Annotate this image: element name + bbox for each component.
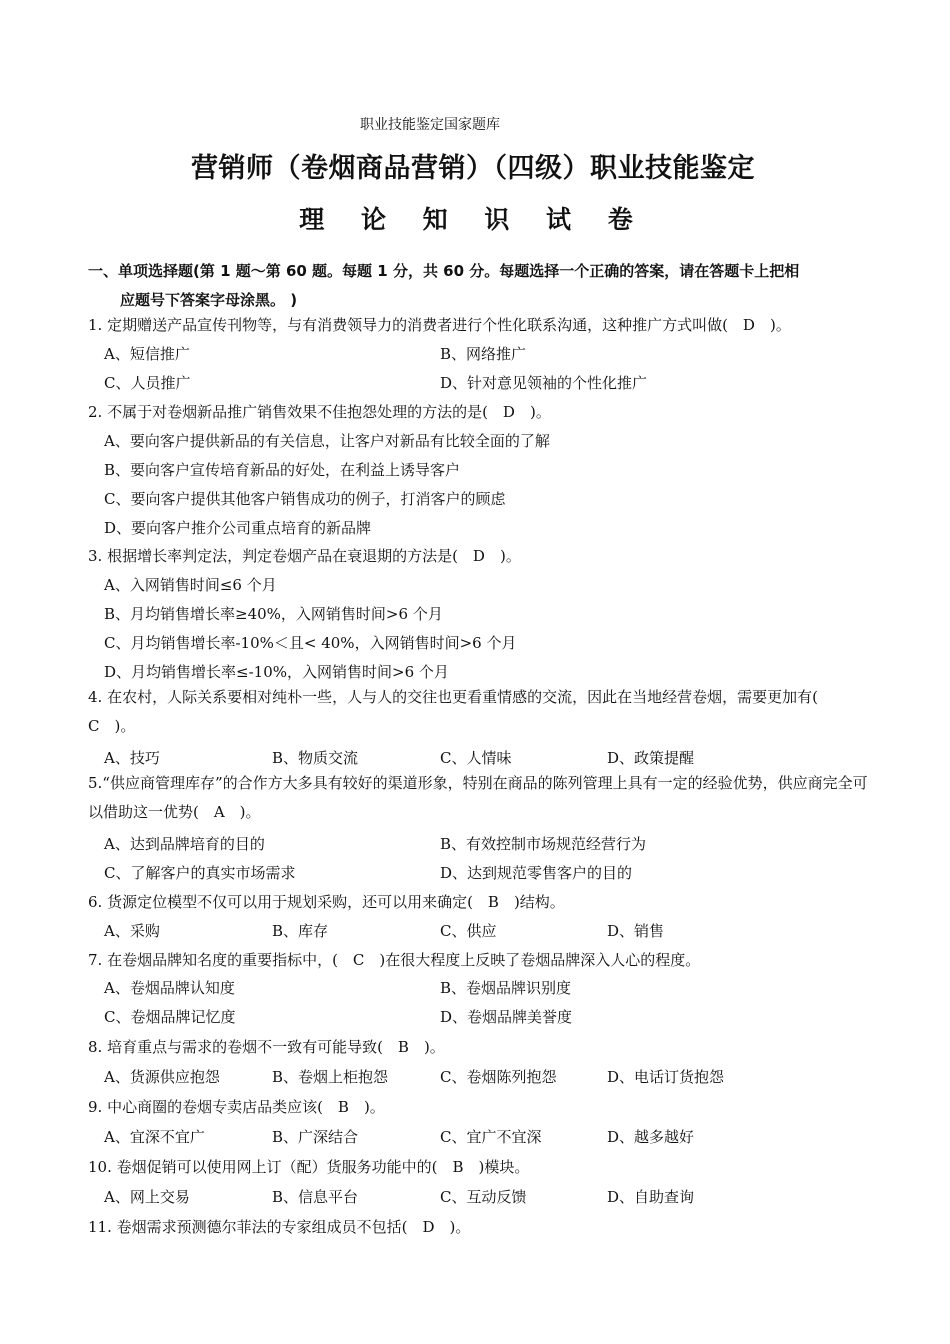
q7-option-a: A、卷烟品牌认知度 <box>104 979 235 997</box>
q3-option-a: A、入网销售时间≤6 个月 <box>104 576 277 594</box>
q6-option-a: A、采购 <box>104 922 160 940</box>
question-bank-label: 职业技能鉴定国家题库 <box>360 117 500 133</box>
question-5: 5.“供应商管理库存”的合作方大多具有较好的渠道形象，特别在商品的陈列管理上具有一定的经验优势，供应商完全可以借助这一优势( A )。 <box>88 774 868 821</box>
exam-subtitle: 理 论 知 识 试 卷 <box>299 205 647 234</box>
question-1: 1. 定期赠送产品宣传刊物等，与有消费领导力的消费者进行个性化联系沟通，这种推广方式叫做( D )。 <box>88 316 791 334</box>
q4-option-b: B、物质交流 <box>272 749 359 767</box>
exam-title: 营销师（卷烟商品营销）（四级）职业技能鉴定 <box>191 153 755 184</box>
q9-option-a: A、宜深不宜广 <box>104 1128 205 1146</box>
q10-option-b: B、信息平台 <box>272 1188 359 1206</box>
q2-option-c: C、要向客户提供其他客户销售成功的例子，打消客户的顾虑 <box>104 490 506 508</box>
question-8: 8. 培育重点与需求的卷烟不一致有可能导致( B )。 <box>88 1038 445 1056</box>
q1-option-c: C、人员推广 <box>104 374 191 392</box>
question-9: 9. 中心商圈的卷烟专卖店品类应该( B )。 <box>88 1098 385 1116</box>
q4-option-a: A、技巧 <box>104 749 160 767</box>
q3-option-d: D、月均销售增长率≤-10%，入网销售时间>6 个月 <box>104 663 449 681</box>
q10-option-d: D、自助查询 <box>607 1188 695 1206</box>
question-2: 2. 不属于对卷烟新品推广销售效果不佳抱怨处理的方法的是( D )。 <box>88 403 551 421</box>
section-instructions <box>88 257 868 315</box>
q1-option-a: A、短信推广 <box>104 345 190 363</box>
q9-option-c: C、宜广不宜深 <box>440 1128 542 1146</box>
q2-option-b: B、要向客户宣传培育新品的好处，在利益上诱导客户 <box>104 461 461 479</box>
q1-option-b: B、网络推广 <box>440 345 527 363</box>
q7-option-d: D、卷烟品牌美誉度 <box>440 1008 573 1026</box>
q9-option-b: B、广深结合 <box>272 1128 359 1146</box>
q5-option-b: B、有效控制市场规范经营行为 <box>440 835 647 853</box>
q10-option-a: A、网上交易 <box>104 1188 190 1206</box>
q4-option-d: D、政策提醒 <box>607 749 695 767</box>
section-line-2: 应题号下答案字母涂黑。 ) <box>120 291 298 309</box>
question-10: 10. 卷烟促销可以使用网上订（配）货服务功能中的( B )模块。 <box>88 1158 530 1176</box>
q6-option-c: C、供应 <box>440 922 497 940</box>
q8-option-b: B、卷烟上柜抱怨 <box>272 1068 389 1086</box>
question-7: 7. 在卷烟品牌知名度的重要指标中，( C )在很大程度上反映了卷烟品牌深入人心的程度。 <box>88 951 701 969</box>
question-6: 6. 货源定位模型不仅可以用于规划采购，还可以用来确定( B )结构。 <box>88 893 565 911</box>
q1-option-d: D、针对意见领袖的个性化推广 <box>440 374 648 392</box>
q3-option-c: C、月均销售增长率-10%＜且< 40%，入网销售时间>6 个月 <box>104 634 517 652</box>
q8-option-c: C、卷烟陈列抱怨 <box>440 1068 557 1086</box>
q6-option-d: D、销售 <box>607 922 665 940</box>
q6-option-b: B、库存 <box>272 922 329 940</box>
question-3: 3. 根据增长率判定法，判定卷烟产品在衰退期的方法是( D )。 <box>88 547 521 565</box>
q4-option-c: C、人情味 <box>440 749 512 767</box>
section-line-1: 一、单项选择题(第 1 题～第 60 题。每题 1 分，共 60 分。每题选择一个正确的答案，请在答题卡上把相 <box>88 262 800 280</box>
q9-option-d: D、越多越好 <box>607 1128 695 1146</box>
q5-option-a: A、达到品牌培育的目的 <box>104 835 265 853</box>
q7-option-b: B、卷烟品牌识别度 <box>440 979 572 997</box>
q10-option-c: C、互动反馈 <box>440 1188 527 1206</box>
q8-option-d: D、电话订货抱怨 <box>607 1068 725 1086</box>
q2-option-a: A、要向客户提供新品的有关信息，让客户对新品有比较全面的了解 <box>104 432 550 450</box>
q8-option-a: A、货源供应抱怨 <box>104 1068 220 1086</box>
q2-option-d: D、要向客户推介公司重点培育的新品牌 <box>104 519 372 537</box>
q3-option-b: B、月均销售增长率≥40%，入网销售时间>6 个月 <box>104 605 443 623</box>
question-11: 11. 卷烟需求预测德尔菲法的专家组成员不包括( D )。 <box>88 1218 471 1236</box>
q7-option-c: C、卷烟品牌记忆度 <box>104 1008 236 1026</box>
question-4: 4. 在农村，人际关系要相对纯朴一些，人与人的交往也更看重情感的交流，因此在当地经营卷烟，需要更加有( C )。 <box>88 688 833 735</box>
q5-option-d: D、达到规范零售客户的目的 <box>440 864 633 882</box>
q5-option-c: C、了解客户的真实市场需求 <box>104 864 296 882</box>
